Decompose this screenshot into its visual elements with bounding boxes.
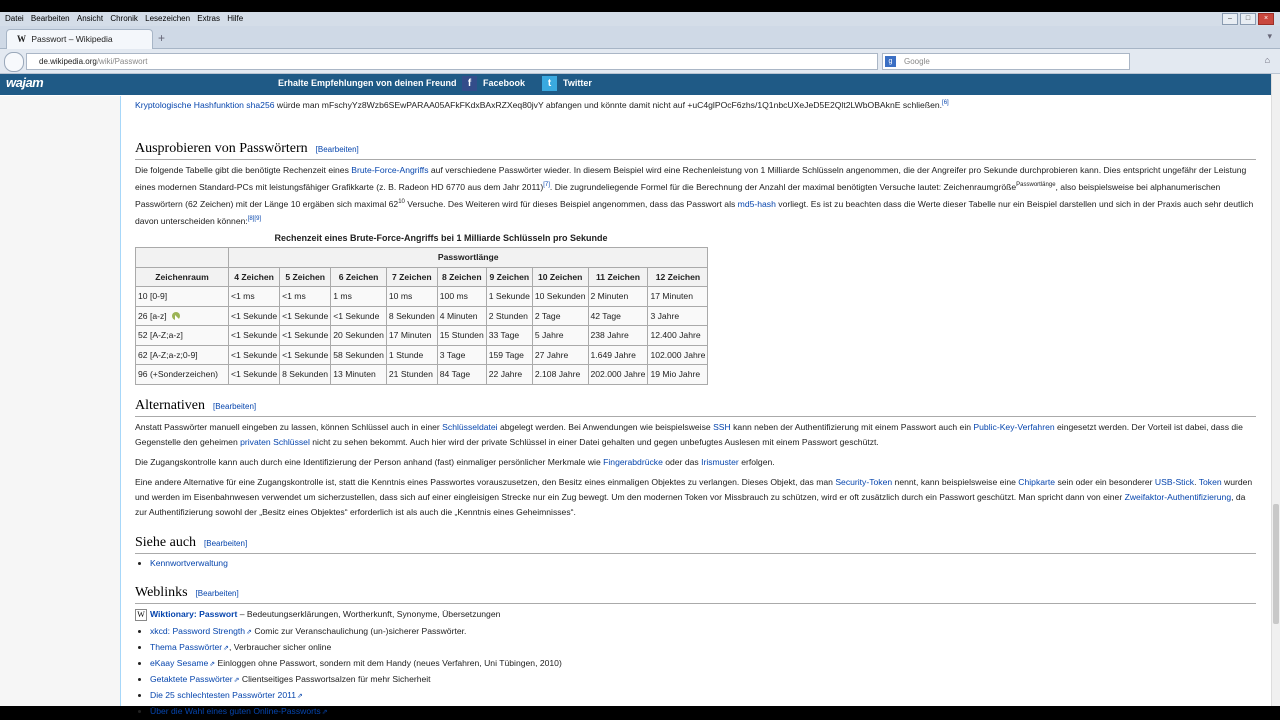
text: . Die zugrundeliegende Formel für die Berechnung der Anzahl der maximal benötigten Versuche lautet: Zeichenraumgröße xyxy=(549,181,1017,192)
menu-bar xyxy=(0,12,1280,26)
text: oder das xyxy=(662,457,702,467)
facebook-button[interactable] xyxy=(462,76,525,91)
table-cell: <1 Sekunde xyxy=(229,365,280,385)
ssh-link[interactable]: SSH xyxy=(713,422,731,432)
list-item xyxy=(150,672,562,688)
edit-link-alternativen[interactable]: [Bearbeiten] xyxy=(212,402,257,411)
table-cell: 62 [A-Z;a-z;0-9] xyxy=(136,345,229,365)
article-content xyxy=(120,96,1269,716)
table-cell: 3 Tage xyxy=(437,345,486,365)
text: – Bedeutungserklärungen, Wortherkunft, Synonyme, Übersetzungen xyxy=(237,609,501,619)
ref-7[interactable]: [7] xyxy=(543,182,550,188)
back-button[interactable] xyxy=(4,52,24,72)
wiki-sidebar xyxy=(0,96,120,706)
search-placeholder: Google xyxy=(904,57,930,66)
table-cell: 84 Tage xyxy=(437,365,486,385)
table-cell: 1.649 Jahre xyxy=(588,345,648,365)
heading-alternativen-title: Alternativen xyxy=(135,398,205,413)
new-tab-icon[interactable]: + xyxy=(158,31,166,45)
public-key-link[interactable]: Public-Key-Verfahren xyxy=(973,422,1055,432)
table-cell: 27 Jahre xyxy=(532,345,588,365)
text: abgelegt werden. Bei Anwendungen wie beispielsweise xyxy=(497,422,714,432)
maximize-icon[interactable]: □ xyxy=(1240,13,1256,25)
table-cell: <1 Sekunde xyxy=(229,306,280,326)
text: erfolgen. xyxy=(738,457,775,467)
ref-6[interactable]: [6] xyxy=(942,100,949,106)
table-cell: 52 [A-Z;a-z] xyxy=(136,326,229,346)
intro-line xyxy=(135,96,949,113)
row-header: Zeichenraum xyxy=(136,267,229,287)
address-bar[interactable] xyxy=(26,53,878,70)
text: vorliegt. Es ist zu beachten dass die Werte dieser Tabelle nur ein Beispiel darstellen und sich in der Praxis auch sehr deutlich davon unterscheiden können: xyxy=(135,198,1254,226)
table-cell: 20 Sekunden xyxy=(331,326,387,346)
table-cell: 21 Stunden xyxy=(386,365,437,385)
table-cell: <1 Sekunde xyxy=(280,326,331,346)
table-cell: 2.108 Jahre xyxy=(532,365,588,385)
table-cell: 4 Minuten xyxy=(437,306,486,326)
home-icon[interactable]: ⌂ xyxy=(1264,55,1270,65)
close-icon[interactable]: × xyxy=(1258,13,1274,25)
wiktionary-icon: W xyxy=(135,609,147,621)
para-alternativen-1 xyxy=(135,420,1256,450)
text: . xyxy=(1194,477,1199,487)
superscript: 10 xyxy=(398,198,405,205)
text: Einloggen ohne Passwort, sondern mit dem Handy (neues Verfahren, Uni Tübingen, 2010) xyxy=(215,658,562,668)
brute-force-table xyxy=(135,247,708,385)
wajam-message[interactable]: Erhalte Empfehlungen von deinen Freund xyxy=(278,78,457,88)
col-header: 8 Zeichen xyxy=(437,267,486,287)
table-cell: 10 [0-9] xyxy=(136,287,229,307)
menu-datei[interactable]: Datei xyxy=(5,14,24,23)
usb-stick-link[interactable]: USB-Stick xyxy=(1154,477,1195,487)
corner-cell xyxy=(136,248,229,268)
text: Clientseitiges Passwortsalzen für mehr Sicherheit xyxy=(239,674,431,684)
table-cell: 15 Stunden xyxy=(437,326,486,346)
list-item xyxy=(150,688,562,704)
search-input[interactable] xyxy=(882,53,1130,70)
heading-alternativen xyxy=(135,398,1256,417)
table-cell: 10 Sekunden xyxy=(532,287,588,307)
text: nicht zu sehen bekommt. Auch hier wird der private Schlüssel in einer Datei gehalten und gegen unbefugtes Auslesen mit einem Passwort geschützt. xyxy=(309,437,879,447)
scrollbar-thumb[interactable] xyxy=(1273,504,1279,624)
google-icon: g xyxy=(885,56,896,67)
table-cell: 8 Sekunden xyxy=(386,306,437,326)
table-cell: 13 Minuten xyxy=(331,365,387,385)
fingerabdruck-link[interactable]: Fingerabdrücke xyxy=(603,457,663,467)
navigation-bar xyxy=(0,49,1280,74)
col-header: 5 Zeichen xyxy=(280,267,331,287)
text: eingesetzt werden. Der Vorteil ist dabei, dass die Gegenstelle den geheimen xyxy=(135,422,1243,447)
weblink[interactable]: Die 25 schlechtesten Passwörter 2011 ⇗ xyxy=(150,690,303,700)
brute-force-link[interactable]: Brute-Force-Angriffs xyxy=(351,165,429,175)
minimize-icon[interactable]: – xyxy=(1222,13,1238,25)
text: sein oder ein besonderer xyxy=(1055,477,1155,487)
wajam-toolbar xyxy=(0,74,1280,95)
url-domain: de.wikipedia.org xyxy=(39,57,97,66)
text: wurden und werden im Eisenbahnwesen verwendet um sicherzustellen, dass sich auf einer eingleisigen Strecke nur ein Zug bewegt. Um den modernen Token vor Missbrauch zu schützen, wird er oft zusätzlich durch ein Passwort geschützt. Man spricht dann von einer xyxy=(135,477,1253,502)
table-cell: <1 Sekunde xyxy=(229,345,280,365)
tab-list-icon[interactable]: ▾ xyxy=(1267,31,1272,41)
table-cell: <1 Sekunde xyxy=(280,306,331,326)
para-ausprobieren xyxy=(135,163,1256,229)
text: kann neben der Authentifizierung mit einem Passwort auch ein xyxy=(730,422,974,432)
col-header: 7 Zeichen xyxy=(386,267,437,287)
edit-link-siehe-auch[interactable]: [Bearbeiten] xyxy=(204,539,248,548)
table-cell: 19 Mio Jahre xyxy=(648,365,708,385)
text: , also beispielsweise bei alphanumerischen Passwörtern (62 Zeichen) mit der Länge 10 ergäben sich maximal 62 xyxy=(135,181,1221,209)
weblinks-list xyxy=(135,624,562,720)
table-cell: 22 Jahre xyxy=(486,365,532,385)
browser-window xyxy=(0,12,1280,716)
text: Comic zur Veranschaulichung (un-)sicherer Passwörter. xyxy=(251,626,467,636)
table-cell: 2 Minuten xyxy=(588,287,648,307)
table-cell: 238 Jahre xyxy=(588,326,648,346)
table-cell: 17 Minuten xyxy=(648,287,708,307)
irismuster-link[interactable]: Irismuster xyxy=(701,457,739,467)
privater-schluessel-link[interactable]: privaten Schlüssel xyxy=(240,437,310,447)
table-cell: 1 Stunde xyxy=(386,345,437,365)
edit-link-weblinks[interactable]: [Bearbeiten] xyxy=(195,589,239,598)
table-cell: 10 ms xyxy=(386,287,437,307)
table-cell: 202.000 Jahre xyxy=(588,365,648,385)
twitter-button[interactable] xyxy=(542,76,592,91)
table-row xyxy=(136,365,708,385)
col-header: 9 Zeichen xyxy=(486,267,532,287)
siehe-auch-list xyxy=(135,556,228,571)
table-cell: <1 ms xyxy=(229,287,280,307)
menu-ansicht[interactable]: Ansicht xyxy=(76,14,104,23)
list-item xyxy=(150,704,562,720)
table-cell: 42 Tage xyxy=(588,306,648,326)
tab-title: Passwort – Wikipedia xyxy=(31,34,113,44)
table-cell: 26 [a-z] xyxy=(136,306,229,326)
wajam-logo[interactable]: wajam xyxy=(6,75,44,90)
table-caption: Rechenzeit eines Brute-Force-Angriffs bei 1 Milliarde Schlüsseln pro Sekunde xyxy=(274,233,608,243)
weblink[interactable]: Über die Wahl eines guten Online-Passworts ⇗ xyxy=(150,706,328,716)
list-item xyxy=(150,656,562,672)
table-cell: 96 (+Sonderzeichen) xyxy=(136,365,229,385)
zweifaktor-link[interactable]: Zweifaktor-Authentifizierung xyxy=(1124,492,1232,502)
text: Anstatt Passwörter manuell eingeben zu lassen, können Schlüssel auch in einer xyxy=(135,422,443,432)
table-cell: 2 Tage xyxy=(532,306,588,326)
md5-link[interactable]: md5-hash xyxy=(737,198,776,209)
para-alternativen-2 xyxy=(135,455,1256,470)
table-cell: 159 Tage xyxy=(486,345,532,365)
heading-weblinks xyxy=(135,585,1256,604)
intro-text: würde man mFschyYz8Wzb6SEwPARAA05AFkFKdxBAxRZXeq80jvY abfangen und könnte damit nicht auf +uC4glPOcF6zhs/1Q1nbcUXeJeD5E2Qlt2LWbOBAknE schließen. xyxy=(274,99,943,110)
table-cell: 5 Jahre xyxy=(532,326,588,346)
facebook-icon: f xyxy=(462,76,477,91)
hashfunktion-link[interactable]: Kryptologische Hashfunktion sha256 xyxy=(135,99,275,110)
tab-passwort[interactable] xyxy=(6,29,153,49)
menu-extras[interactable]: Extras xyxy=(197,14,220,23)
text: Eine andere Alternative für eine Zugangskontrolle ist, statt die Kenntnis eines Passwortes vorauszusetzen, den Besitz eines einmaligen Objektes zu verlangen. Dieses Objekt, das man xyxy=(135,477,836,487)
table-cell: 3 Jahre xyxy=(648,306,708,326)
heading-siehe-auch-title: Siehe auch xyxy=(135,535,197,550)
col-header: 12 Zeichen xyxy=(648,267,708,287)
vertical-scrollbar[interactable] xyxy=(1271,74,1280,706)
weblink[interactable]: Thema Passwörter ⇗ xyxy=(150,642,229,652)
menu-bearbeiten[interactable]: Bearbeiten xyxy=(30,14,70,23)
col-header: 4 Zeichen xyxy=(229,267,280,287)
token-link[interactable]: Token xyxy=(1198,477,1222,487)
list-item xyxy=(150,556,228,571)
chipkarte-link[interactable]: Chipkarte xyxy=(1018,477,1056,487)
text: Die Zugangskontrolle kann auch durch eine Identifizierung der Person anhand (fast) einmaliger persönlicher Merkmale wie xyxy=(135,457,604,467)
mouse-cursor-icon xyxy=(172,312,180,320)
edit-link-ausprobieren[interactable]: [Bearbeiten] xyxy=(315,145,359,154)
facebook-label: Facebook xyxy=(483,77,526,88)
table-cell: 1 ms xyxy=(331,287,387,307)
wiktionary-link[interactable]: Wiktionary: Passwort xyxy=(150,609,238,619)
table-cell: 8 Sekunden xyxy=(280,365,331,385)
list-item xyxy=(150,624,562,640)
table-row xyxy=(136,306,708,326)
twitter-icon: t xyxy=(542,76,557,91)
table-cell: 100 ms xyxy=(437,287,486,307)
text: auf verschiedene Passwörter wieder. In diesem Beispiel wird eine Rechenleistung von 1 Milliarde Schlüsseln angenommen, die der Angreifer pro Sekunde durchprobieren kann. Dies entspricht ungefähr der Leistung eines modernen Standard-PCs mit leistungsfähiger Grafikkarte (z. B. Radeon HD 6770 aus dem Jahr 2011) xyxy=(135,165,1247,192)
text: Die folgende Tabelle gibt die benötigte Rechenzeit eines xyxy=(135,165,352,175)
menu-hilfe[interactable]: Hilfe xyxy=(227,14,244,23)
para-alternativen-3 xyxy=(135,475,1256,520)
text: nennt, kann beispielsweise eine xyxy=(892,477,1019,487)
text: Versuche. Des Weiteren wird für dieses Beispiel angenommen, dass das Passwort als xyxy=(404,198,738,209)
col-header: 11 Zeichen xyxy=(588,267,648,287)
heading-ausprobieren xyxy=(135,141,1256,160)
col-header: 6 Zeichen xyxy=(331,267,387,287)
superscript: Passwortlänge xyxy=(1016,182,1056,188)
url-path: /wiki/Passwort xyxy=(96,57,148,66)
menu-lesezeichen[interactable]: Lesezeichen xyxy=(145,14,191,23)
table-row xyxy=(136,326,708,346)
table-cell: 33 Tage xyxy=(486,326,532,346)
table-cell: <1 Sekunde xyxy=(229,326,280,346)
schluesseldatei-link[interactable]: Schlüsseldatei xyxy=(442,422,498,432)
list-item xyxy=(150,640,562,656)
window-controls xyxy=(1222,13,1274,25)
heading-ausprobieren-title: Ausprobieren von Passwörtern xyxy=(135,141,308,156)
heading-siehe-auch xyxy=(135,535,1256,554)
security-token-link[interactable]: Security-Token xyxy=(835,477,893,487)
twitter-label: Twitter xyxy=(563,77,592,88)
table-row xyxy=(136,345,708,365)
text: , Verbraucher sicher online xyxy=(229,642,332,652)
wiktionary-line xyxy=(135,607,500,622)
table-cell: 1 Sekunde xyxy=(486,287,532,307)
table-cell: <1 Sekunde xyxy=(331,306,387,326)
table-cell: <1 ms xyxy=(280,287,331,307)
menu-chronik[interactable]: Chronik xyxy=(110,14,138,23)
weblink[interactable]: xkcd: Password Strength ⇗ xyxy=(150,626,252,636)
wikipedia-favicon-icon: W xyxy=(17,34,26,44)
ref-8-9[interactable]: [8][9] xyxy=(247,215,262,222)
kennwortverwaltung-link[interactable]: Kennwortverwaltung xyxy=(150,558,228,568)
table-row xyxy=(136,287,708,307)
table-cell: 17 Minuten xyxy=(386,326,437,346)
table-cell: 12.400 Jahre xyxy=(648,326,708,346)
col-header: 10 Zeichen xyxy=(532,267,588,287)
table-cell: 2 Stunden xyxy=(486,306,532,326)
table-cell: 58 Sekunden xyxy=(331,345,387,365)
weblink[interactable]: eKaay Sesame ⇗ xyxy=(150,658,215,668)
group-header: Passwortlänge xyxy=(229,248,708,268)
table-cell: 102.000 Jahre xyxy=(648,345,708,365)
tab-bar xyxy=(0,26,1280,49)
weblink[interactable]: Getaktete Passwörter ⇗ xyxy=(150,674,240,684)
heading-weblinks-title: Weblinks xyxy=(135,585,188,600)
table-cell: <1 Sekunde xyxy=(280,345,331,365)
text: , da zur Authentifizierung sowohl der „Besitz eines Objektes“ erforderlich ist als auch die „Kenntnis eines Geheimnisses“. xyxy=(135,492,1246,517)
